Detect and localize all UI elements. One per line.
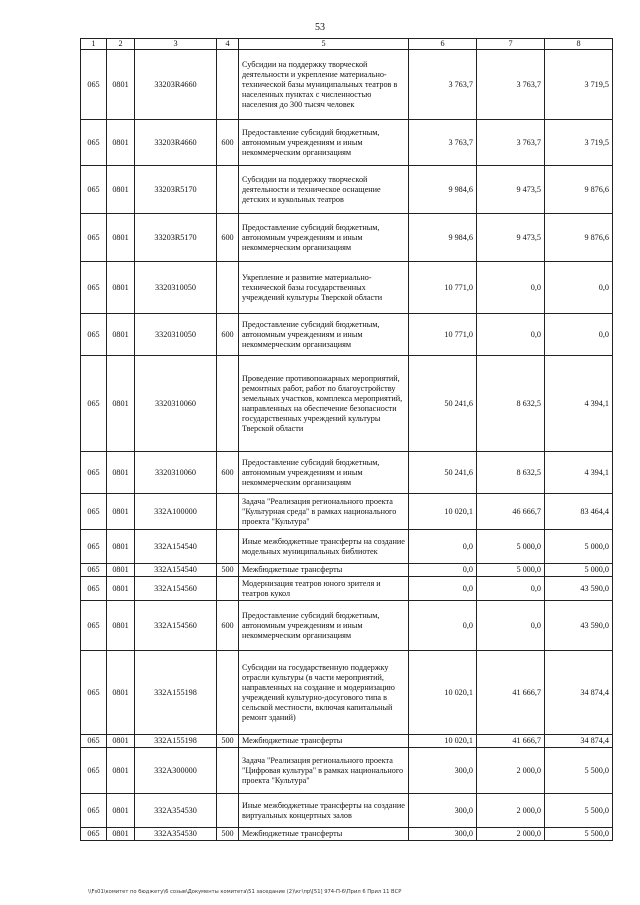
section-code-cell: 0801 <box>107 735 135 748</box>
description-cell: Укрепление и развитие материально-технической базы государственных учреждений культуры Тверской области <box>239 262 409 314</box>
target-article-cell: 332A155198 <box>135 651 217 735</box>
expense-type-cell <box>217 262 239 314</box>
expense-type-cell <box>217 50 239 120</box>
amount-cell: 46 666,7 <box>477 494 545 530</box>
amount-cell: 3 763,7 <box>477 120 545 166</box>
expense-type-cell: 600 <box>217 601 239 651</box>
amount-cell: 3 763,7 <box>409 50 477 120</box>
target-article-cell: 332A354530 <box>135 794 217 828</box>
amount-cell: 9 984,6 <box>409 214 477 262</box>
agency-code-cell: 065 <box>81 564 107 577</box>
file-path-footer: \\Fs01\комитет по бюджету\6 созыв\Документы комитета\51 заседание (2)\кг\пр\[51] 974-П-6\Прил 6 Прил 11 ВСР <box>88 889 402 895</box>
agency-code-cell: 065 <box>81 601 107 651</box>
target-article-cell: 332A155198 <box>135 735 217 748</box>
page-number: 53 <box>315 22 325 33</box>
description-cell: Межбюджетные трансферты <box>239 828 409 841</box>
amount-cell: 0,0 <box>477 601 545 651</box>
amount-cell: 10 020,1 <box>409 735 477 748</box>
header-cell: 2 <box>107 39 135 50</box>
agency-code-cell: 065 <box>81 214 107 262</box>
amount-cell: 5 000,0 <box>545 530 613 564</box>
agency-code-cell: 065 <box>81 262 107 314</box>
agency-code-cell: 065 <box>81 120 107 166</box>
agency-code-cell: 065 <box>81 50 107 120</box>
section-code-cell: 0801 <box>107 748 135 794</box>
amount-cell: 43 590,0 <box>545 601 613 651</box>
expense-type-cell <box>217 356 239 452</box>
expense-type-cell <box>217 794 239 828</box>
agency-code-cell: 065 <box>81 577 107 601</box>
amount-cell: 5 500,0 <box>545 828 613 841</box>
amount-cell: 5 000,0 <box>545 564 613 577</box>
amount-cell: 0,0 <box>409 564 477 577</box>
agency-code-cell: 065 <box>81 530 107 564</box>
table-row <box>81 356 613 452</box>
amount-cell: 34 874,4 <box>545 651 613 735</box>
amount-cell: 3 719,5 <box>545 120 613 166</box>
description-cell: Предоставление субсидий бюджетным, автономным учреждениям и иным некоммерческим организациям <box>239 452 409 494</box>
header-cell: 1 <box>81 39 107 50</box>
amount-cell: 9 473,5 <box>477 214 545 262</box>
amount-cell: 10 771,0 <box>409 314 477 356</box>
table-row <box>81 564 613 577</box>
agency-code-cell: 065 <box>81 452 107 494</box>
target-article-cell: 33203R5170 <box>135 166 217 214</box>
agency-code-cell: 065 <box>81 651 107 735</box>
description-cell: Межбюджетные трансферты <box>239 564 409 577</box>
section-code-cell: 0801 <box>107 651 135 735</box>
description-cell: Субсидии на поддержку творческой деятельности и укрепление материально-технической базы муниципальных театров в населенных пунктах с численностью населения до 300 тысяч человек <box>239 50 409 120</box>
amount-cell: 9 876,6 <box>545 166 613 214</box>
amount-cell: 50 241,6 <box>409 356 477 452</box>
table-row <box>81 452 613 494</box>
target-article-cell: 3320310050 <box>135 314 217 356</box>
agency-code-cell: 065 <box>81 828 107 841</box>
target-article-cell: 332A100000 <box>135 494 217 530</box>
section-code-cell: 0801 <box>107 794 135 828</box>
expense-type-cell: 500 <box>217 735 239 748</box>
table-row <box>81 577 613 601</box>
agency-code-cell: 065 <box>81 735 107 748</box>
section-code-cell: 0801 <box>107 494 135 530</box>
target-article-cell: 33203R4660 <box>135 50 217 120</box>
amount-cell: 0,0 <box>409 530 477 564</box>
description-cell: Задача "Реализация регионального проекта "Цифровая культура" в рамках национального проекта "Культура" <box>239 748 409 794</box>
expense-type-cell <box>217 651 239 735</box>
table-row <box>81 314 613 356</box>
table-row <box>81 794 613 828</box>
amount-cell: 5 000,0 <box>477 564 545 577</box>
amount-cell: 2 000,0 <box>477 748 545 794</box>
amount-cell: 300,0 <box>409 748 477 794</box>
description-cell: Субсидии на поддержку творческой деятельности и техническое оснащение детских и кукольных театров <box>239 166 409 214</box>
section-code-cell: 0801 <box>107 314 135 356</box>
target-article-cell: 33203R4660 <box>135 120 217 166</box>
expense-type-cell: 500 <box>217 828 239 841</box>
table-row <box>81 120 613 166</box>
description-cell: Задача "Реализация регионального проекта "Культурная среда" в рамках национального проекта "Культура" <box>239 494 409 530</box>
description-cell: Предоставление субсидий бюджетным, автономным учреждениям и иным некоммерческим организациям <box>239 214 409 262</box>
header-cell: 3 <box>135 39 217 50</box>
table-row <box>81 214 613 262</box>
expense-type-cell <box>217 494 239 530</box>
expense-type-cell: 600 <box>217 120 239 166</box>
agency-code-cell: 065 <box>81 748 107 794</box>
amount-cell: 34 874,4 <box>545 735 613 748</box>
amount-cell: 300,0 <box>409 828 477 841</box>
amount-cell: 5 000,0 <box>477 530 545 564</box>
agency-code-cell: 065 <box>81 794 107 828</box>
description-cell: Иные межбюджетные трансферты на создание модельных муниципальных библиотек <box>239 530 409 564</box>
section-code-cell: 0801 <box>107 120 135 166</box>
amount-cell: 3 719,5 <box>545 50 613 120</box>
section-code-cell: 0801 <box>107 577 135 601</box>
agency-code-cell: 065 <box>81 166 107 214</box>
description-cell: Предоставление субсидий бюджетным, автономным учреждениям и иным некоммерческим организациям <box>239 601 409 651</box>
amount-cell: 4 394,1 <box>545 452 613 494</box>
amount-cell: 41 666,7 <box>477 651 545 735</box>
amount-cell: 0,0 <box>409 601 477 651</box>
target-article-cell: 332A154560 <box>135 577 217 601</box>
amount-cell: 50 241,6 <box>409 452 477 494</box>
amount-cell: 2 000,0 <box>477 828 545 841</box>
amount-cell: 3 763,7 <box>477 50 545 120</box>
expense-type-cell: 600 <box>217 214 239 262</box>
expense-type-cell <box>217 530 239 564</box>
agency-code-cell: 065 <box>81 494 107 530</box>
amount-cell: 9 473,5 <box>477 166 545 214</box>
amount-cell: 0,0 <box>477 314 545 356</box>
description-cell: Модернизация театров юного зрителя и театров кукол <box>239 577 409 601</box>
amount-cell: 2 000,0 <box>477 794 545 828</box>
target-article-cell: 332A300000 <box>135 748 217 794</box>
target-article-cell: 332A154560 <box>135 601 217 651</box>
description-cell: Предоставление субсидий бюджетным, автономным учреждениям и иным некоммерческим организациям <box>239 314 409 356</box>
amount-cell: 5 500,0 <box>545 794 613 828</box>
description-cell: Проведение противопожарных мероприятий, ремонтных работ, работ по благоустройству земельных участков, комплекса мероприятий, направленных на обеспечение безопасности государственных учреждений культуры Тверской области <box>239 356 409 452</box>
header-cell: 5 <box>239 39 409 50</box>
amount-cell: 0,0 <box>477 262 545 314</box>
expense-type-cell <box>217 577 239 601</box>
budget-table <box>80 38 613 841</box>
expense-type-cell: 600 <box>217 314 239 356</box>
expense-type-cell <box>217 166 239 214</box>
target-article-cell: 332A154540 <box>135 564 217 577</box>
amount-cell: 10 771,0 <box>409 262 477 314</box>
header-row <box>81 39 613 50</box>
table-row <box>81 748 613 794</box>
header-cell: 8 <box>545 39 613 50</box>
section-code-cell: 0801 <box>107 564 135 577</box>
amount-cell: 0,0 <box>409 577 477 601</box>
table-row <box>81 651 613 735</box>
amount-cell: 9 876,6 <box>545 214 613 262</box>
section-code-cell: 0801 <box>107 166 135 214</box>
amount-cell: 0,0 <box>545 262 613 314</box>
expense-type-cell <box>217 748 239 794</box>
description-cell: Иные межбюджетные трансферты на создание виртуальных концертных залов <box>239 794 409 828</box>
table-row <box>81 735 613 748</box>
amount-cell: 83 464,4 <box>545 494 613 530</box>
amount-cell: 5 500,0 <box>545 748 613 794</box>
header-cell: 6 <box>409 39 477 50</box>
header-cell: 4 <box>217 39 239 50</box>
amount-cell: 0,0 <box>477 577 545 601</box>
section-code-cell: 0801 <box>107 262 135 314</box>
section-code-cell: 0801 <box>107 530 135 564</box>
amount-cell: 300,0 <box>409 794 477 828</box>
section-code-cell: 0801 <box>107 50 135 120</box>
target-article-cell: 332A354530 <box>135 828 217 841</box>
table-row <box>81 530 613 564</box>
target-article-cell: 33203R5170 <box>135 214 217 262</box>
header-cell: 7 <box>477 39 545 50</box>
agency-code-cell: 065 <box>81 356 107 452</box>
target-article-cell: 3320310060 <box>135 356 217 452</box>
amount-cell: 0,0 <box>545 314 613 356</box>
amount-cell: 9 984,6 <box>409 166 477 214</box>
table-row <box>81 262 613 314</box>
amount-cell: 8 632,5 <box>477 452 545 494</box>
table-row <box>81 494 613 530</box>
table-row <box>81 828 613 841</box>
section-code-cell: 0801 <box>107 214 135 262</box>
amount-cell: 43 590,0 <box>545 577 613 601</box>
amount-cell: 4 394,1 <box>545 356 613 452</box>
agency-code-cell: 065 <box>81 314 107 356</box>
table-row <box>81 601 613 651</box>
section-code-cell: 0801 <box>107 452 135 494</box>
target-article-cell: 332A154540 <box>135 530 217 564</box>
target-article-cell: 3320310060 <box>135 452 217 494</box>
target-article-cell: 3320310050 <box>135 262 217 314</box>
description-cell: Предоставление субсидий бюджетным, автономным учреждениям и иным некоммерческим организациям <box>239 120 409 166</box>
expense-type-cell: 500 <box>217 564 239 577</box>
expense-type-cell: 600 <box>217 452 239 494</box>
amount-cell: 8 632,5 <box>477 356 545 452</box>
amount-cell: 10 020,1 <box>409 651 477 735</box>
amount-cell: 10 020,1 <box>409 494 477 530</box>
section-code-cell: 0801 <box>107 356 135 452</box>
table-row <box>81 50 613 120</box>
section-code-cell: 0801 <box>107 601 135 651</box>
amount-cell: 41 666,7 <box>477 735 545 748</box>
description-cell: Субсидии на государственную поддержку отрасли культуры (в части мероприятий, направленных на создание и модернизацию учреждений культурно-досугового типа в сельской местности, включая капитальный ремонт зданий) <box>239 651 409 735</box>
amount-cell: 3 763,7 <box>409 120 477 166</box>
table-row <box>81 166 613 214</box>
description-cell: Межбюджетные трансферты <box>239 735 409 748</box>
section-code-cell: 0801 <box>107 828 135 841</box>
